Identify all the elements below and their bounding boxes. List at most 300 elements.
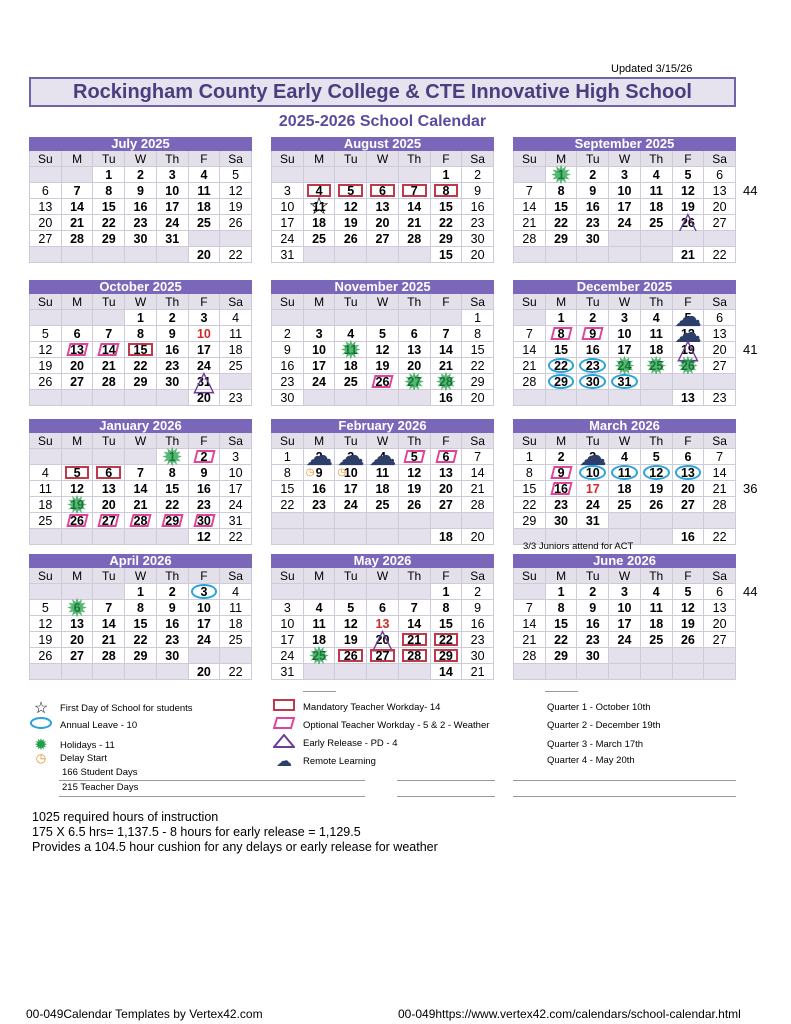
- day-cell: [431, 513, 463, 529]
- day-cell: 26 ✹: [673, 358, 705, 374]
- weekday-header: Su: [30, 294, 62, 310]
- weekday-header: Su: [514, 294, 546, 310]
- month-title: June 2026: [513, 554, 736, 568]
- weekday-header: W: [367, 151, 399, 167]
- day-cell: 19: [30, 632, 62, 648]
- day-cell: 28: [514, 231, 546, 247]
- day-cell: [704, 374, 736, 390]
- day-cell: 23: [189, 497, 221, 513]
- weekday-header: Su: [514, 151, 546, 167]
- day-cell: 21: [514, 358, 546, 374]
- weekday-header: Su: [272, 294, 304, 310]
- day-cell: [220, 374, 252, 390]
- day-cell: 4: [641, 584, 673, 600]
- rectangle-icon: [273, 698, 295, 716]
- day-cell: 21: [62, 215, 94, 231]
- day-cell: 14: [431, 342, 463, 358]
- day-cell: 4: [641, 167, 673, 183]
- day-cell: 21: [399, 215, 431, 231]
- day-cell: 12: [220, 183, 252, 199]
- day-cell: [272, 513, 304, 529]
- weekday-header: Th: [399, 568, 431, 584]
- day-cell: 7: [514, 600, 546, 616]
- day-cell: 21: [125, 497, 157, 513]
- weekday-header: Th: [157, 433, 189, 449]
- day-cell: ☁ 5: [673, 310, 705, 326]
- day-cell: 16: [157, 616, 189, 632]
- weekday-header: Th: [641, 294, 673, 310]
- weekday-header: M: [304, 151, 336, 167]
- day-cell: 13: [431, 465, 463, 481]
- month-title: August 2025: [271, 137, 494, 151]
- day-cell: [93, 584, 125, 600]
- day-cell: 21: [462, 664, 494, 680]
- day-cell: △ 20: [367, 632, 399, 648]
- day-cell: 11: [220, 326, 252, 342]
- day-cell: 15: [431, 247, 463, 263]
- day-cell: 14: [704, 465, 736, 481]
- day-cell: 27: [704, 632, 736, 648]
- day-cell: 22: [704, 529, 736, 545]
- day-cell: [62, 390, 94, 406]
- day-cell: 23: [304, 497, 336, 513]
- day-cell: 2: [157, 584, 189, 600]
- weekday-header: Th: [157, 568, 189, 584]
- day-cell: 23: [462, 215, 494, 231]
- weekday-header: Tu: [93, 433, 125, 449]
- day-cell: [431, 310, 463, 326]
- day-cell: 16: [304, 481, 336, 497]
- day-cell: 30: [157, 648, 189, 664]
- day-cell: 15: [93, 199, 125, 215]
- day-cell: [62, 529, 94, 545]
- day-cell: [641, 513, 673, 529]
- day-cell: 8: [125, 600, 157, 616]
- day-cell: 9: [462, 183, 494, 199]
- day-cell: [577, 664, 609, 680]
- day-cell: 11: [641, 600, 673, 616]
- day-cell: 20: [704, 616, 736, 632]
- day-cell: 17: [220, 481, 252, 497]
- day-cell: 5: [335, 183, 367, 199]
- footer-left: 00-049Calendar Templates by Vertex42.com: [26, 1007, 263, 1021]
- month-calendar: [271, 419, 494, 545]
- day-cell: [399, 584, 431, 600]
- day-cell: 31: [220, 513, 252, 529]
- day-cell: 9: [577, 600, 609, 616]
- day-cell: 31: [272, 664, 304, 680]
- day-cell: 21: [93, 358, 125, 374]
- day-cell: 5: [367, 326, 399, 342]
- day-cell: 3: [609, 167, 641, 183]
- day-cell: [577, 247, 609, 263]
- day-cell: 11: [30, 481, 62, 497]
- day-cell: 9: [189, 465, 221, 481]
- day-cell: 10: [189, 326, 221, 342]
- day-cell: 1: [514, 449, 546, 465]
- weekday-header: Su: [514, 433, 546, 449]
- legend-holidays-label: Holidays - 11: [60, 739, 115, 751]
- day-cell: 10: [609, 600, 641, 616]
- day-cell: [367, 247, 399, 263]
- oval-icon: [30, 716, 52, 734]
- day-cell: ☆ 11: [304, 199, 336, 215]
- weekday-header: Tu: [335, 568, 367, 584]
- day-cell: 7: [93, 326, 125, 342]
- day-cell: 26: [335, 648, 367, 664]
- day-cell: 24: [272, 231, 304, 247]
- day-cell: [609, 390, 641, 406]
- day-cell: [93, 390, 125, 406]
- day-cell: 5: [335, 600, 367, 616]
- day-cell: [157, 247, 189, 263]
- divider: [545, 691, 578, 692]
- day-cell: 26: [399, 497, 431, 513]
- day-cell: 2: [577, 310, 609, 326]
- day-cell: 29: [157, 513, 189, 529]
- day-cell: [272, 529, 304, 545]
- day-cell: [30, 529, 62, 545]
- day-cell: 12: [641, 465, 673, 481]
- month-grid: [29, 151, 252, 263]
- day-cell: [30, 167, 62, 183]
- day-cell: [641, 374, 673, 390]
- day-cell: 30: [189, 513, 221, 529]
- day-cell: 9: [577, 326, 609, 342]
- day-cell: [367, 167, 399, 183]
- day-cell: 18: [220, 342, 252, 358]
- day-cell: 13: [62, 342, 94, 358]
- day-cell: [220, 231, 252, 247]
- day-cell: 20: [62, 358, 94, 374]
- day-cell: 18: [335, 358, 367, 374]
- day-cell: 24: [272, 648, 304, 664]
- day-cell: 8: [431, 183, 463, 199]
- day-cell: 16: [189, 481, 221, 497]
- day-cell: 21: [462, 481, 494, 497]
- day-cell: 27: [367, 648, 399, 664]
- day-cell: 15: [431, 199, 463, 215]
- day-cell: 12: [673, 183, 705, 199]
- weekday-header: M: [304, 433, 336, 449]
- day-cell: 11: [609, 465, 641, 481]
- day-cell: 1: [546, 310, 578, 326]
- day-cell: 15: [272, 481, 304, 497]
- day-cell: 20: [462, 529, 494, 545]
- day-cell: 16: [272, 358, 304, 374]
- day-cell: 13: [704, 600, 736, 616]
- legend-mandatory: [273, 698, 440, 716]
- day-cell: 16: [673, 529, 705, 545]
- day-cell: 28: [399, 231, 431, 247]
- month-title: February 2026: [271, 419, 494, 433]
- month-grid: [271, 433, 494, 545]
- day-cell: [125, 449, 157, 465]
- weekday-header: F: [673, 433, 705, 449]
- day-cell: [514, 584, 546, 600]
- legend-optional: [273, 716, 489, 734]
- day-cell: [641, 664, 673, 680]
- day-cell: 19: [367, 358, 399, 374]
- day-cell: 29: [462, 374, 494, 390]
- side-count-q4: 44: [743, 584, 758, 599]
- day-cell: 6: [673, 449, 705, 465]
- day-cell: 16: [546, 481, 578, 497]
- day-cell: △ 26: [673, 215, 705, 231]
- day-cell: 20: [462, 390, 494, 406]
- day-cell: 1: [546, 584, 578, 600]
- day-cell: 1: [431, 167, 463, 183]
- day-cell: [272, 584, 304, 600]
- day-cell: 18: [367, 481, 399, 497]
- month-calendar: [271, 137, 494, 263]
- month-calendar: [513, 137, 736, 263]
- day-cell: [157, 529, 189, 545]
- weekday-header: Tu: [577, 294, 609, 310]
- day-cell: 20: [462, 247, 494, 263]
- day-cell: 13: [673, 465, 705, 481]
- day-cell: 10: [272, 616, 304, 632]
- day-cell: 8: [462, 326, 494, 342]
- day-cell: [609, 648, 641, 664]
- day-cell: [367, 529, 399, 545]
- day-cell: 27 ✹: [399, 374, 431, 390]
- day-cell: 26: [62, 513, 94, 529]
- weekday-header: Sa: [704, 433, 736, 449]
- day-cell: [673, 513, 705, 529]
- day-cell: 25: [641, 215, 673, 231]
- day-cell: 11: [189, 183, 221, 199]
- day-cell: 1: [431, 584, 463, 600]
- day-cell: [641, 231, 673, 247]
- day-cell: 19: [335, 215, 367, 231]
- day-cell: 3: [304, 326, 336, 342]
- month-calendar: [271, 554, 494, 680]
- day-cell: [335, 529, 367, 545]
- day-cell: 3: [220, 449, 252, 465]
- weekday-header: Tu: [335, 151, 367, 167]
- day-cell: 3: [272, 183, 304, 199]
- day-cell: 24: [157, 215, 189, 231]
- day-cell: [514, 247, 546, 263]
- day-cell: [30, 310, 62, 326]
- day-cell: 9: [272, 342, 304, 358]
- day-cell: 2: [125, 167, 157, 183]
- day-cell: [367, 584, 399, 600]
- day-cell: [641, 390, 673, 406]
- day-cell: 21: [514, 632, 546, 648]
- day-cell: 23: [577, 358, 609, 374]
- day-cell: [641, 247, 673, 263]
- weekday-header: F: [673, 568, 705, 584]
- day-cell: 11: [641, 326, 673, 342]
- day-cell: 4: [220, 310, 252, 326]
- day-cell: [93, 247, 125, 263]
- day-cell: 28: [704, 497, 736, 513]
- day-cell: [189, 231, 221, 247]
- parallelogram-icon: [273, 716, 295, 734]
- day-cell: 13: [30, 199, 62, 215]
- divider: [397, 780, 495, 781]
- legend-remote: [273, 751, 376, 771]
- weekday-header: Sa: [704, 568, 736, 584]
- day-cell: 19: [335, 632, 367, 648]
- day-cell: 25: [335, 374, 367, 390]
- day-cell: [304, 529, 336, 545]
- day-cell: 28 ✹: [431, 374, 463, 390]
- day-cell: [125, 529, 157, 545]
- day-cell: 6: [704, 167, 736, 183]
- weekday-header: Sa: [462, 151, 494, 167]
- day-cell: 10: [272, 199, 304, 215]
- day-cell: 18: [189, 199, 221, 215]
- day-cell: 19: [30, 358, 62, 374]
- day-cell: 16: [577, 342, 609, 358]
- day-cell: 9: [546, 465, 578, 481]
- day-cell: 8: [546, 326, 578, 342]
- day-cell: 24: [304, 374, 336, 390]
- day-cell: 27: [93, 513, 125, 529]
- day-cell: 22: [546, 215, 578, 231]
- day-cell: 24: [189, 632, 221, 648]
- day-cell: [30, 584, 62, 600]
- day-cell: 5: [62, 465, 94, 481]
- day-cell: 14: [399, 616, 431, 632]
- day-cell: 16: [462, 199, 494, 215]
- day-cell: 23: [125, 215, 157, 231]
- day-cell: 30: [157, 374, 189, 390]
- note-line: 1025 required hours of instruction: [32, 810, 219, 824]
- day-cell: 14: [93, 342, 125, 358]
- day-cell: 17: [609, 199, 641, 215]
- day-cell: [272, 167, 304, 183]
- weekday-header: Tu: [335, 294, 367, 310]
- day-cell: 30: [272, 390, 304, 406]
- day-cell: [125, 664, 157, 680]
- month-grid: [271, 568, 494, 680]
- day-cell: 19 ✹: [62, 497, 94, 513]
- day-cell: 2: [462, 167, 494, 183]
- day-cell: [367, 310, 399, 326]
- day-cell: 31: [609, 374, 641, 390]
- month-calendar: [29, 419, 252, 545]
- month-calendar: [513, 554, 736, 680]
- day-cell: 2: [189, 449, 221, 465]
- weekday-header: Su: [514, 568, 546, 584]
- day-cell: 25: [220, 632, 252, 648]
- month-title: July 2025: [29, 137, 252, 151]
- quarter-3: Quarter 3 - March 17th: [547, 739, 644, 750]
- day-cell: 30: [462, 231, 494, 247]
- weekday-header: M: [304, 568, 336, 584]
- day-cell: 17: [609, 616, 641, 632]
- day-cell: 6: [399, 326, 431, 342]
- day-cell: 13: [367, 199, 399, 215]
- updated-date: Updated 3/15/26: [611, 63, 693, 75]
- day-cell: 23: [272, 374, 304, 390]
- day-cell: 11 ✹: [335, 342, 367, 358]
- weekday-header: M: [546, 151, 578, 167]
- weekday-header: Sa: [220, 294, 252, 310]
- weekday-header: Th: [399, 433, 431, 449]
- day-cell: 27: [704, 215, 736, 231]
- instruction-notes: [32, 810, 438, 855]
- day-cell: 17: [189, 342, 221, 358]
- day-cell: 1: [93, 167, 125, 183]
- day-cell: 14: [62, 199, 94, 215]
- day-cell: [399, 390, 431, 406]
- day-cell: 7: [399, 183, 431, 199]
- day-cell: 25 ✹: [641, 358, 673, 374]
- day-cell: ☁ 3: [335, 449, 367, 465]
- weekday-header: F: [189, 433, 221, 449]
- calendar-subtitle: 2025-2026 School Calendar: [278, 113, 487, 130]
- day-cell: 3: [189, 584, 221, 600]
- month-grid: [29, 433, 252, 545]
- day-cell: 4: [189, 167, 221, 183]
- day-cell: 31: [577, 513, 609, 529]
- day-cell: 1 ✹: [546, 167, 578, 183]
- day-cell: 29: [125, 648, 157, 664]
- month-title: January 2026: [29, 419, 252, 433]
- day-cell: 18: [431, 529, 463, 545]
- divider: [59, 780, 365, 781]
- month-grid: [513, 151, 736, 263]
- day-cell: 26: [30, 648, 62, 664]
- day-cell: 24: [220, 497, 252, 513]
- weekday-header: F: [673, 151, 705, 167]
- day-cell: [462, 513, 494, 529]
- day-cell: 28: [93, 374, 125, 390]
- day-cell: 29: [546, 374, 578, 390]
- weekday-header: Th: [641, 433, 673, 449]
- day-cell: 18: [30, 497, 62, 513]
- day-cell: 28: [125, 513, 157, 529]
- day-cell: 11: [220, 600, 252, 616]
- day-cell: ☁ 3: [577, 449, 609, 465]
- weekday-header: W: [609, 294, 641, 310]
- day-cell: [304, 167, 336, 183]
- day-cell: 10: [157, 183, 189, 199]
- day-cell: [335, 310, 367, 326]
- day-cell: 22: [546, 358, 578, 374]
- day-cell: 6: [367, 600, 399, 616]
- day-cell: 2: [546, 449, 578, 465]
- day-cell: [157, 664, 189, 680]
- month-grid: [271, 294, 494, 406]
- day-cell: 26: [30, 374, 62, 390]
- day-cell: 25: [304, 231, 336, 247]
- day-cell: 16: [462, 616, 494, 632]
- day-cell: 8: [546, 183, 578, 199]
- day-cell: 30: [577, 374, 609, 390]
- quarter-4: Quarter 4 - May 20th: [547, 755, 635, 766]
- day-cell: 15: [157, 481, 189, 497]
- day-cell: 19: [673, 616, 705, 632]
- day-cell: [546, 247, 578, 263]
- weekday-header: Sa: [462, 433, 494, 449]
- day-cell: 27: [704, 358, 736, 374]
- divider: [513, 796, 736, 797]
- day-cell: 5: [30, 326, 62, 342]
- weekday-header: Tu: [577, 568, 609, 584]
- day-cell: 23: [220, 390, 252, 406]
- day-cell: 11: [641, 183, 673, 199]
- day-cell: 5: [399, 449, 431, 465]
- day-cell: 15: [462, 342, 494, 358]
- day-cell: [93, 310, 125, 326]
- weekday-header: F: [431, 151, 463, 167]
